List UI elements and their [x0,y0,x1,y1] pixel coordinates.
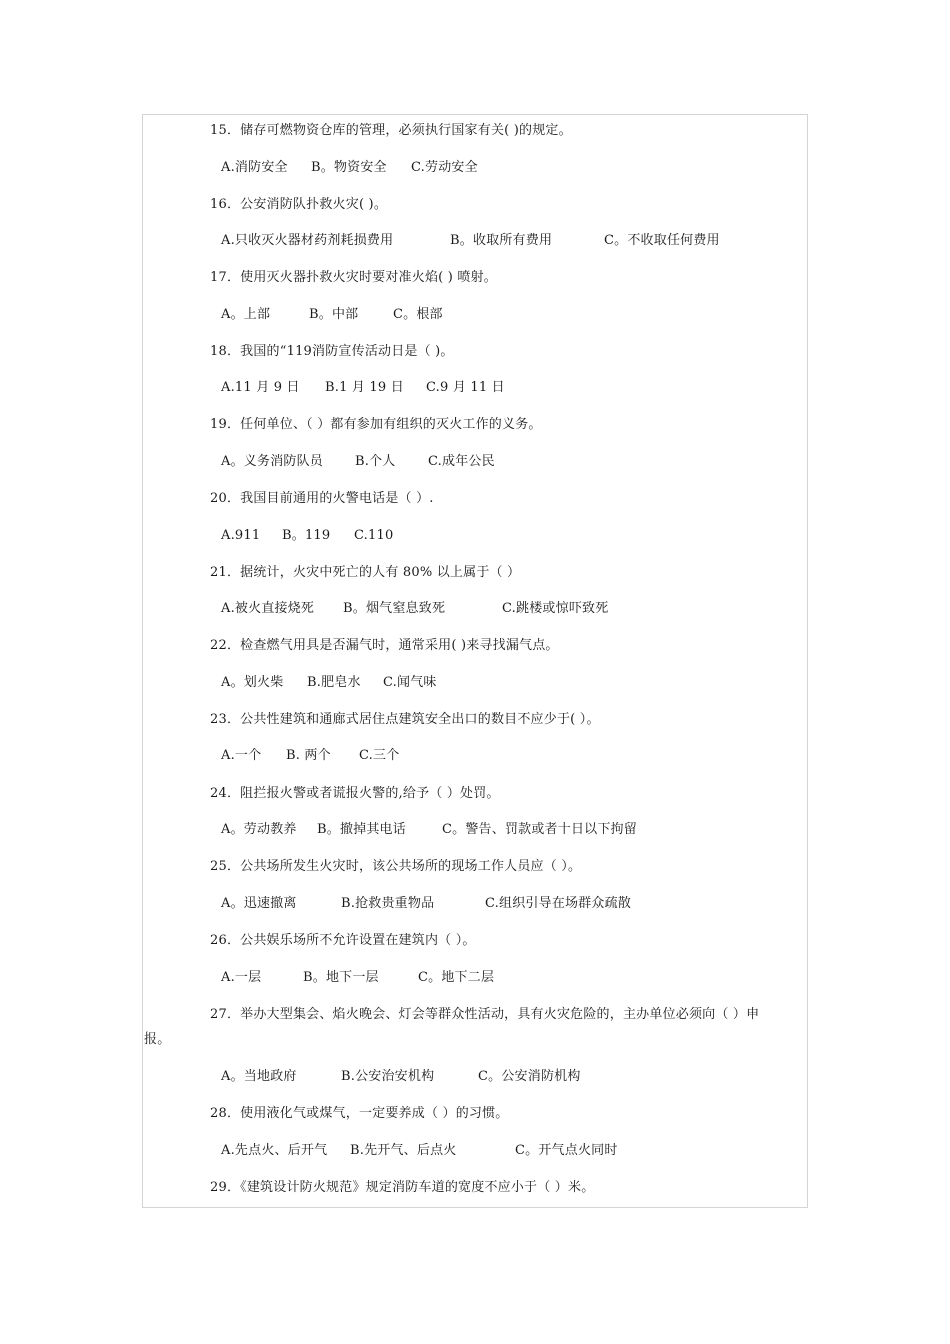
text-span: 28． [210,1106,241,1121]
question-29 [210,1180,594,1196]
options-22 [221,675,437,691]
option-b: B。烟气窒息致死 [343,601,446,616]
option-a: A。划火柴 [221,675,284,690]
question-27-continuation: 报。 [144,1032,171,1047]
text-span: 17． [210,270,241,285]
options-16 [221,233,720,249]
text-span: 公共娱乐场所不允许设置在建筑内（ ）。 [240,933,476,948]
text-span: 检查燃气用具是否漏气时，通常采用( )来寻找漏气点。 [240,638,559,653]
question-28 [210,1106,509,1122]
text-span: 公共场所发生火灾时，该公共场所的现场工作人员应（ ）。 [240,859,582,874]
option-b: B.肥皂水 [307,675,361,690]
text-span: 29． [210,1180,241,1195]
options-15 [221,160,478,176]
question-20 [210,491,434,507]
options-18 [221,380,505,396]
options-19 [221,454,495,470]
text-span: 《建筑设计防火规范》规定消防车道的宽度不应小于（ ）米。 [240,1180,595,1195]
question-22 [210,638,559,654]
text-span: 使用液化气或煤气，一定要养成（ ）的习惯。 [240,1106,509,1121]
text-span: 15． [210,123,241,138]
option-c: C.9 月 11 日 [426,380,505,395]
option-b: B.个人 [355,454,396,469]
option-a: A。上部 [221,307,271,322]
option-b: B。物资安全 [311,160,387,175]
option-c: C.成年公民 [428,454,495,469]
option-b: B.先开气、后点火 [350,1143,457,1158]
option-c: C.三个 [359,748,400,763]
option-c: C。不收取任何费用 [604,233,720,248]
option-b: B.1 月 19 日 [325,380,404,395]
option-c: C.110 [354,528,394,543]
text-span: 公共性建筑和通廊式居住点建筑安全出口的数目不应少于( ）。 [240,712,600,727]
question-18 [210,344,454,360]
question-21 [210,565,520,581]
text-span: 举办大型集会、焰火晚会、灯会等群众性活动，具有火灾危险的，主办单位必须向（ ）申 [240,1007,760,1022]
text-span: 据统计，火灾中死亡的人有 80% 以上属于（ ） [240,565,521,580]
option-c: C.劳动安全 [411,160,478,175]
option-c: C。地下二层 [418,970,495,985]
option-a: A.消防安全 [221,160,288,175]
options-25 [221,896,631,912]
option-b: B。收取所有费用 [450,233,553,248]
text-span: 25． [210,859,241,874]
option-a: A.一个 [221,748,262,763]
text-span: 使用灭火器扑救火灾时要对准火焰( ) 喷射。 [240,270,497,285]
text-span: 23． [210,712,241,727]
question-23 [210,712,600,728]
text-span: 27． [210,1007,241,1022]
option-b: B.抢救贵重物品 [341,896,435,911]
text-span: 22． [210,638,241,653]
option-a: A.11 月 9 日 [221,380,300,395]
option-a: A。劳动教养 [221,822,297,837]
question-17 [210,270,497,286]
option-c: C.组织引导在场群众疏散 [485,896,632,911]
question-16 [210,197,387,213]
option-b: B。119 [282,528,331,543]
text-span: 18． [210,344,241,359]
option-b: B。撤掉其电话 [317,822,406,837]
text-span: 储存可燃物资仓库的管理，必须执行国家有关( )的规定。 [240,123,572,138]
options-24 [221,822,637,838]
option-c: C。警告、罚款或者十日以下拘留 [442,822,637,837]
question-19 [210,417,542,433]
text-span: 公安消防队扑救火灾( )。 [240,197,388,212]
option-a: A。义务消防队员 [221,454,323,469]
question-26 [210,933,476,949]
options-20 [221,528,393,544]
option-b: B.公安治安机构 [341,1069,435,1084]
text-span: 26． [210,933,241,948]
question-24 [210,786,500,802]
option-a: A.先点火、后开气 [221,1143,328,1158]
text-span: 任何单位、（ ）都有参加有组织的灭火工作的义务。 [240,417,542,432]
option-c: C。公安消防机构 [478,1069,581,1084]
option-a: A.一层 [221,970,262,985]
text-span: 阻拦报火警或者谎报火警的,给予（ ）处罚。 [240,786,500,801]
option-c: C.闻气味 [383,675,437,690]
text-span: 24． [210,786,241,801]
text-span: 我国的“119消防宣传活动日是（ )。 [240,344,454,359]
option-b: B. 两个 [286,748,331,763]
option-a: A.只收灭火器材药剂耗损费用 [221,233,394,248]
option-c: C.跳楼或惊吓致死 [502,601,609,616]
options-27 [221,1069,581,1085]
question-25 [210,859,581,875]
text-span: 我国目前通用的火警电话是（ ）. [240,491,434,506]
option-a: A.被火直接烧死 [221,601,315,616]
options-21 [221,601,608,617]
options-26 [221,970,494,986]
text-span: 21． [210,565,241,580]
option-a: A.911 [221,528,261,543]
text-span: 16． [210,197,241,212]
question-15 [210,123,572,139]
option-b: B。地下一层 [303,970,379,985]
option-b: B。中部 [309,307,359,322]
text-span: 20． [210,491,241,506]
option-a: A。当地政府 [221,1069,297,1084]
options-17 [221,307,443,323]
option-c: C。开气点火同时 [515,1143,618,1158]
text-span: 19． [210,417,241,432]
options-23 [221,748,399,764]
options-28 [221,1143,618,1159]
option-c: C。根部 [393,307,443,322]
question-27 [210,1007,759,1023]
option-a: A。迅速撤离 [221,896,297,911]
